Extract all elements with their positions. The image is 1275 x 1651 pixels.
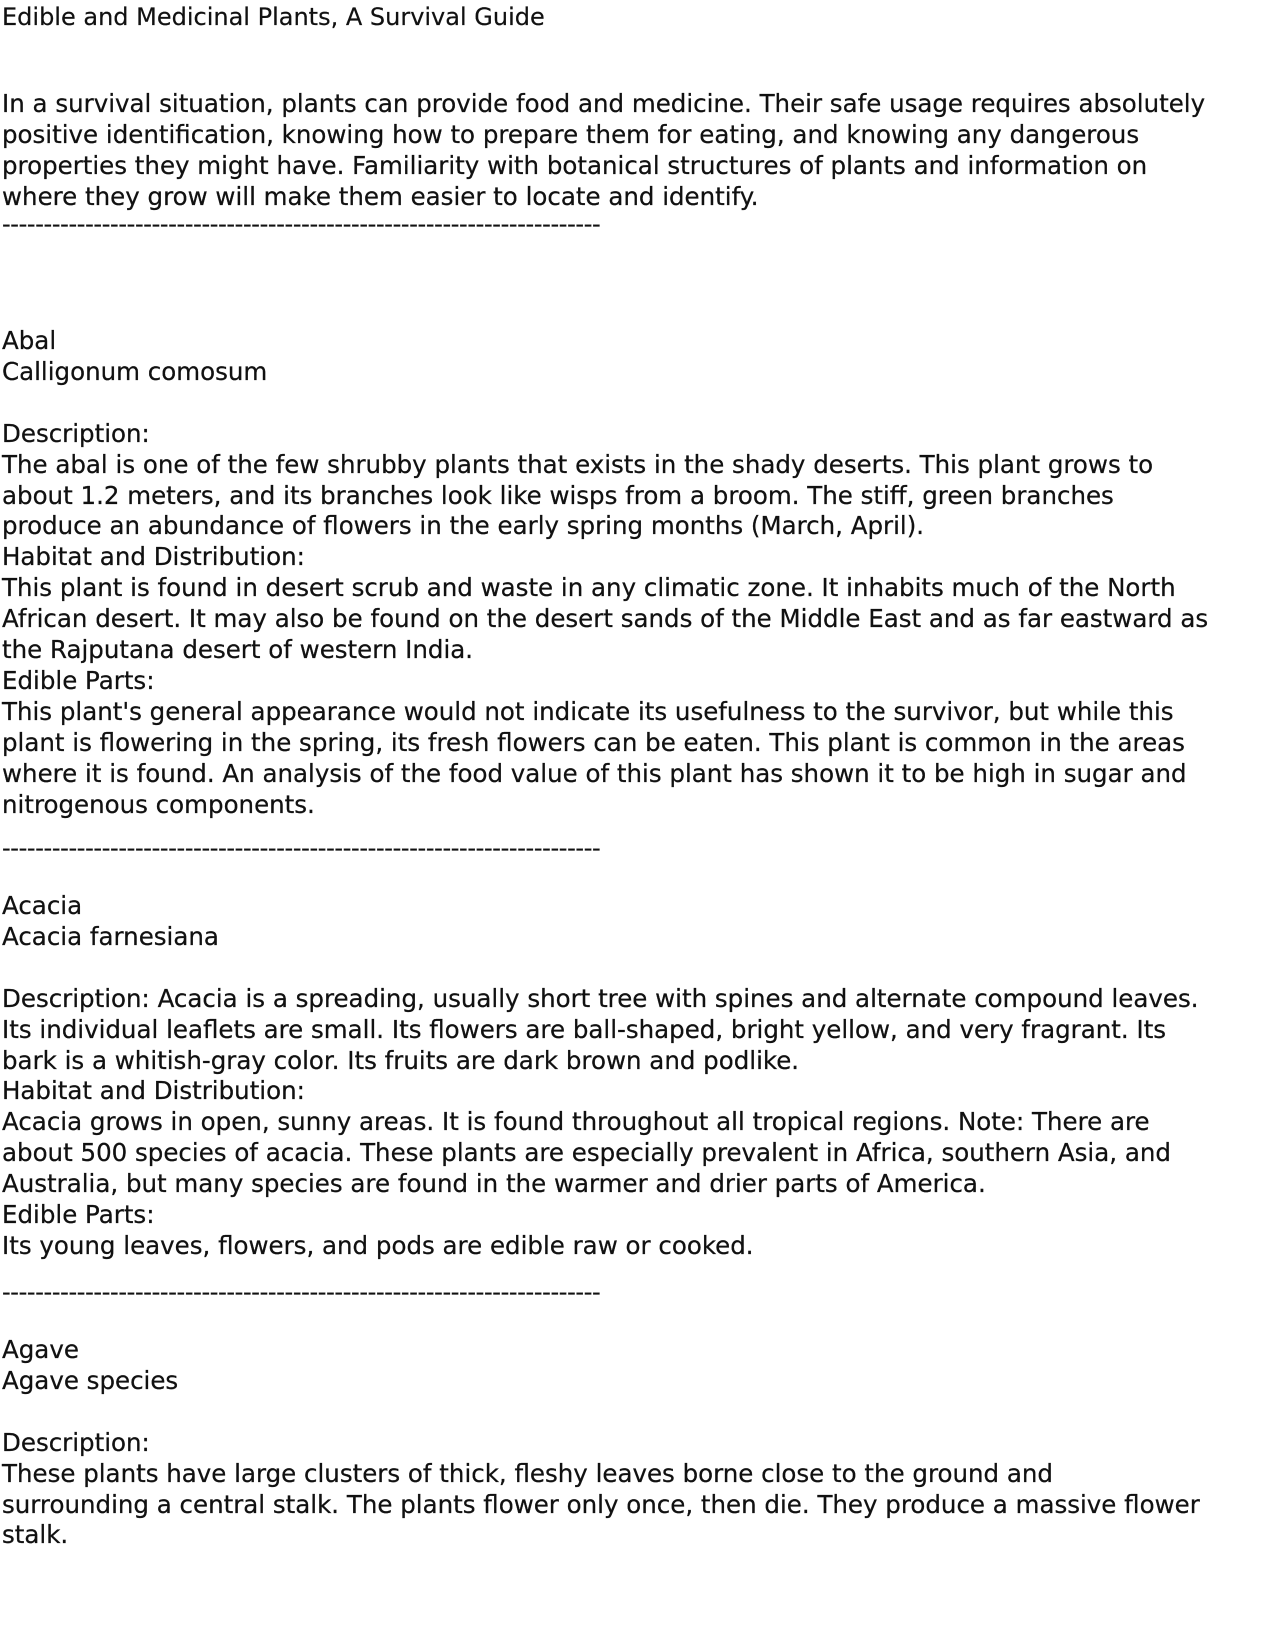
document-title: Edible and Medicinal Plants, A Survival Guide xyxy=(2,3,545,31)
plant-entry-abal xyxy=(2,326,1270,821)
habitat-line: the Rajputana desert of western India. xyxy=(2,635,474,665)
edible-line: where it is found. An analysis of the food value of this plant has shown it to be high in sugar and xyxy=(2,758,1187,788)
plant-common-name: Acacia xyxy=(2,891,83,920)
edible-line: Its young leaves, flowers, and pods are edible raw or cooked. xyxy=(2,1230,754,1260)
description-line: Description: Acacia is a spreading, usually short tree with spines and alternate compound leaves. xyxy=(2,983,1199,1013)
edible-line: This plant's general appearance would not indicate its usefulness to the survivor, but while this xyxy=(2,696,1174,726)
separator-rule: ------------------------------------------------------------------------ xyxy=(2,1278,601,1306)
spacer xyxy=(2,1397,1270,1428)
habitat-label: Habitat and Distribution: xyxy=(2,542,305,572)
description-line: about 1.2 meters, and its branches look like wisps from a broom. The stiff, green branches xyxy=(2,480,1114,510)
plant-common-name: Agave xyxy=(2,1335,79,1364)
separator-rule: ------------------------------------------------------------------------ xyxy=(2,210,601,238)
plant-scientific-name: Calligonum comosum xyxy=(2,356,268,386)
edible-label: Edible Parts: xyxy=(2,1200,155,1230)
description-line: produce an abundance of flowers in the early spring months (March, April). xyxy=(2,511,925,541)
description-line: bark is a whitish-gray color. Its fruits are dark brown and podlike. xyxy=(2,1045,800,1075)
plant-scientific-name: Agave species xyxy=(2,1365,179,1395)
description-line: Its individual leaflets are small. Its flowers are ball-shaped, bright yellow, and very fragrant. Its xyxy=(2,1014,1167,1044)
plant-entry-agave xyxy=(2,1335,1270,1551)
description-line: The abal is one of the few shrubby plants that exists in the shady deserts. This plant grows to xyxy=(2,449,1154,479)
separator-rule: ------------------------------------------------------------------------ xyxy=(2,834,601,862)
habitat-line: Australia, but many species are found in the warmer and drier parts of America. xyxy=(2,1169,986,1199)
edible-line: nitrogenous components. xyxy=(2,789,315,819)
habitat-line: about 500 species of acacia. These plants are especially prevalent in Africa, southern Asia, and xyxy=(2,1138,1171,1168)
habitat-line: African desert. It may also be found on the desert sands of the Middle East and as far eastward as xyxy=(2,604,1209,634)
habitat-line: Acacia grows in open, sunny areas. It is found throughout all tropical regions. Note: There are xyxy=(2,1107,1150,1137)
plant-entry-acacia xyxy=(2,891,1270,1262)
edible-label: Edible Parts: xyxy=(2,665,155,695)
description-line: stalk. xyxy=(2,1520,69,1550)
description-label: Description: xyxy=(2,418,150,448)
spacer xyxy=(2,388,1270,419)
plant-common-name: Abal xyxy=(2,326,57,355)
intro-paragraph xyxy=(2,89,1270,213)
description-label: Description: xyxy=(2,1427,150,1457)
description-line: surrounding a central stalk. The plants flower only once, then die. They produce a massive flower xyxy=(2,1489,1200,1519)
habitat-line: This plant is found in desert scrub and waste in any climatic zone. It inhabits much of the North xyxy=(2,573,1176,603)
spacer xyxy=(2,953,1270,984)
plant-scientific-name: Acacia farnesiana xyxy=(2,921,219,951)
intro-line: In a survival situation, plants can provide food and medicine. Their safe usage requires absolutely xyxy=(2,89,1206,118)
habitat-label: Habitat and Distribution: xyxy=(2,1076,305,1106)
intro-line: positive identification, knowing how to prepare them for eating, and knowing any dangerous xyxy=(2,119,1140,149)
intro-line: properties they might have. Familiarity with botanical structures of plants and information on xyxy=(2,150,1148,180)
intro-line: where they grow will make them easier to locate and identify. xyxy=(2,181,759,211)
description-line: These plants have large clusters of thick, fleshy leaves borne close to the ground and xyxy=(2,1458,1053,1488)
edible-line: plant is flowering in the spring, its fresh flowers can be eaten. This plant is common in the areas xyxy=(2,727,1185,757)
